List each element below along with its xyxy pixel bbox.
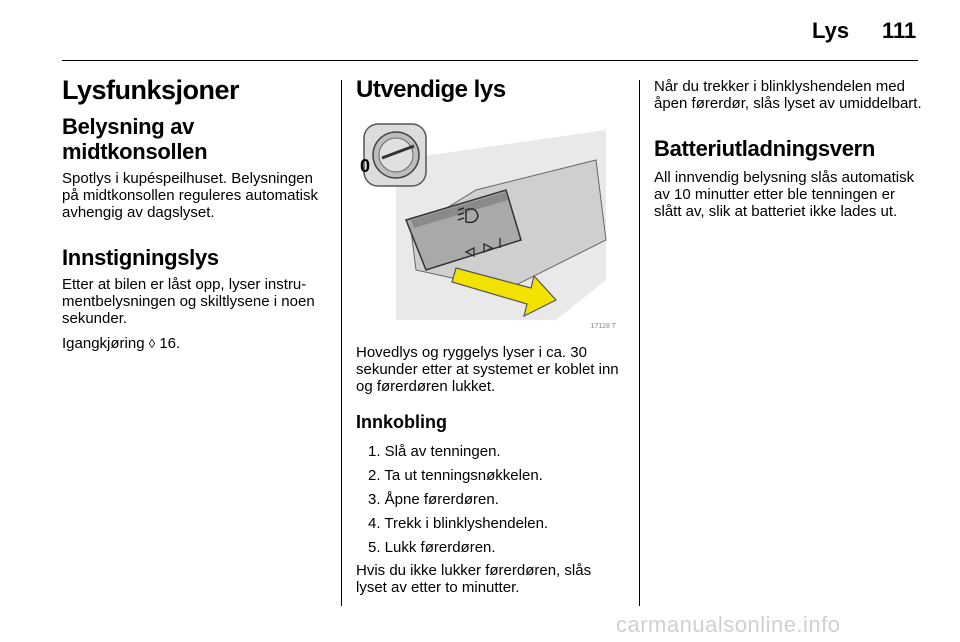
battery-protection-text: All innvendig belysning slås automatisk av 10 minutter etter ble tenningen er slått av, slik at batteriet ikke lades ut. <box>654 169 915 220</box>
watermark: carmanualsonline.info <box>616 612 841 637</box>
exterior-lights-text: Hovedlys og ryggelys lyser i ca. 30 sekunder etter at systemet er koblet inn og førerdøren lukket. <box>356 344 619 395</box>
dial-position-label: 0 <box>360 156 371 176</box>
section-heading-console-lighting: Belysning av midtkonsollen <box>62 114 208 164</box>
cross-reference-page[interactable]: 16. <box>159 335 181 352</box>
turn-signal-lever-figure <box>356 120 618 332</box>
main-heading: Lysfunksjoner <box>62 75 240 105</box>
step-item: 4. Trekk i blinklyshendelen. <box>368 515 549 532</box>
section-heading-battery-protection: Batteriutladningsvern <box>654 136 876 161</box>
subheading-activation: Innkobling <box>356 412 447 432</box>
section-text-console-lighting: Spotlys i kupéspeilhuset. Belysningen på midtkonsollen reguleres automatisk avhengig av dagslyset. <box>62 170 318 221</box>
step-item: 1. Slå av tenningen. <box>368 443 501 460</box>
activation-steps <box>356 443 626 556</box>
cross-reference-text: Igangkjøring <box>62 335 145 352</box>
column-3 <box>654 74 922 220</box>
figure-code: 17128 T <box>590 323 616 330</box>
section-text-entry-lighting: Etter at bilen er låst opp, lyser instrumentbelysningen og skiltlysene i noen sekunder. <box>62 276 315 327</box>
column-1 <box>62 74 330 352</box>
section-heading-exterior-lights: Utvendige lys <box>356 76 506 103</box>
lever-note-text: Når du trekker i blinklyshendelen med åpen førerdør, slås lyset av umiddelbart. <box>654 78 922 112</box>
cross-reference <box>62 335 330 352</box>
lever-illustration <box>356 120 618 332</box>
section-heading-entry-lighting: Innstigningslys <box>62 245 219 270</box>
step-item: 3. Åpne førerdøren. <box>368 491 499 508</box>
step-item: 5. Lukk førerdøren. <box>368 539 496 556</box>
reference-arrow-icon: ◊ <box>148 336 156 351</box>
header-title: Lys <box>812 18 850 43</box>
column-divider-2 <box>639 80 640 606</box>
column-2 <box>356 74 626 596</box>
header-rule <box>62 60 918 61</box>
column-divider-1 <box>341 80 342 606</box>
activation-note: Hvis du ikke lukker førerdøren, slås lyset av etter to minutter. <box>356 562 592 596</box>
step-item: 2. Ta ut tenningsnøkkelen. <box>368 467 543 484</box>
page-number: 111 <box>882 18 917 43</box>
